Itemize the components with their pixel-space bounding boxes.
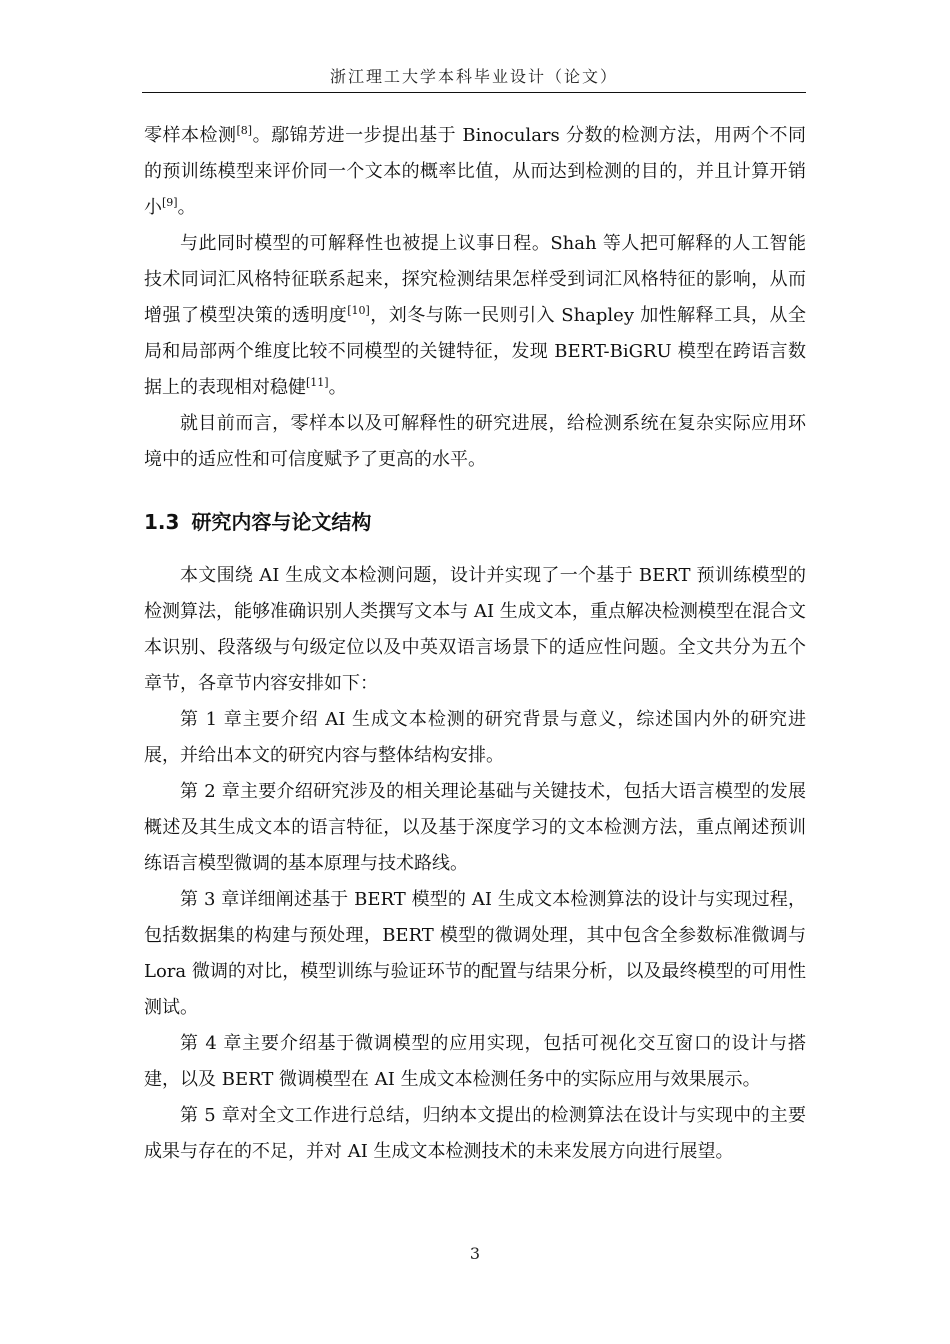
citation-ref: [11]: [306, 376, 329, 389]
page-body: [144, 118, 806, 1170]
citation-ref: [10]: [347, 304, 370, 317]
citation-ref: [8]: [236, 124, 253, 137]
page-number: 3: [469, 1244, 481, 1263]
citation-ref: [9]: [162, 196, 178, 209]
page-header: 浙江理工大学本科毕业设计（论文）: [329, 67, 618, 86]
paragraph-text: 。: [177, 197, 196, 218]
section-number: 1.3: [144, 510, 180, 534]
paragraph-text: ，刘冬与陈一民则引入 Shapley 加性解释工具，从全局和局部两个维度比较不同模型的关键特征，发现 BERT-BiGRU 模型在跨语言数据上的表现相对稳健: [144, 305, 807, 398]
paragraph-overview: 本文围绕 AI 生成文本检测问题，设计并实现了一个基于 BERT 预训练模型的检测算法，能够准确识别人类撰写文本与 AI 生成文本，重点解决检测模型在混合文本识别、段落级与句级定位以及中英双语言场景下的适应性问题。全文共分为五个章节，各章节内容安排如下：: [144, 565, 806, 694]
section-heading: [144, 506, 806, 538]
paragraph-chapter-3: 第 3 章详细阐述基于 BERT 模型的 AI 生成文本检测算法的设计与实现过程，包括数据集的构建与预处理，BERT 模型的微调处理，其中包含全参数标准微调与 Lora 微调的对比，模型训练与验证环节的配置与结果分析，以及最终模型的可用性测试。: [144, 889, 806, 1018]
paragraph-text: 。: [328, 377, 347, 398]
paragraph-interpretability: [144, 226, 806, 406]
header-rule: [142, 92, 806, 93]
section-title: 研究内容与论文结构: [191, 510, 372, 534]
paragraph-chapter-5: 第 5 章对全文工作进行总结，归纳本文提出的检测算法在设计与实现中的主要成果与存在的不足，并对 AI 生成文本检测技术的未来发展方向进行展望。: [144, 1105, 806, 1162]
paragraph-text: 零样本检测: [144, 125, 237, 146]
paragraph-text: 就目前而言，零样本以及可解释性的研究进展，给检测系统在复杂实际应用环境中的适应性和可信度赋予了更高的水平。: [144, 413, 806, 470]
paragraph-text: 与此同时模型的可解释性也被提上议事日程。Shah 等人把可解释的人工智能技术同词汇风格特征联系起来，探究检测结果怎样受到词汇风格特征的影响，从而增强了模型决策的透明度: [144, 233, 806, 326]
paragraph-text: 。鄢锦芳进一步提出基于 Binoculars 分数的检测方法，用两个不同的预训练模型来评价同一个文本的概率比值，从而达到检测的目的，并且计算开销小: [144, 125, 807, 218]
paragraph-zero-shot-continued: [144, 118, 806, 226]
paragraph-chapter-4: 第 4 章主要介绍基于微调模型的应用实现，包括可视化交互窗口的设计与搭建，以及 BERT 微调模型在 AI 生成文本检测任务中的实际应用与效果展示。: [144, 1033, 806, 1090]
paragraph-summary: [144, 406, 806, 478]
paragraph-chapter-1: 第 1 章主要介绍 AI 生成文本检测的研究背景与意义，综述国内外的研究进展，并给出本文的研究内容与整体结构安排。: [144, 709, 806, 766]
paragraph-chapter-2: 第 2 章主要介绍研究涉及的相关理论基础与关键技术，包括大语言模型的发展概述及其生成文本的语言特征，以及基于深度学习的文本检测方法，重点阐述预训练语言模型微调的基本原理与技术路线。: [144, 781, 806, 874]
